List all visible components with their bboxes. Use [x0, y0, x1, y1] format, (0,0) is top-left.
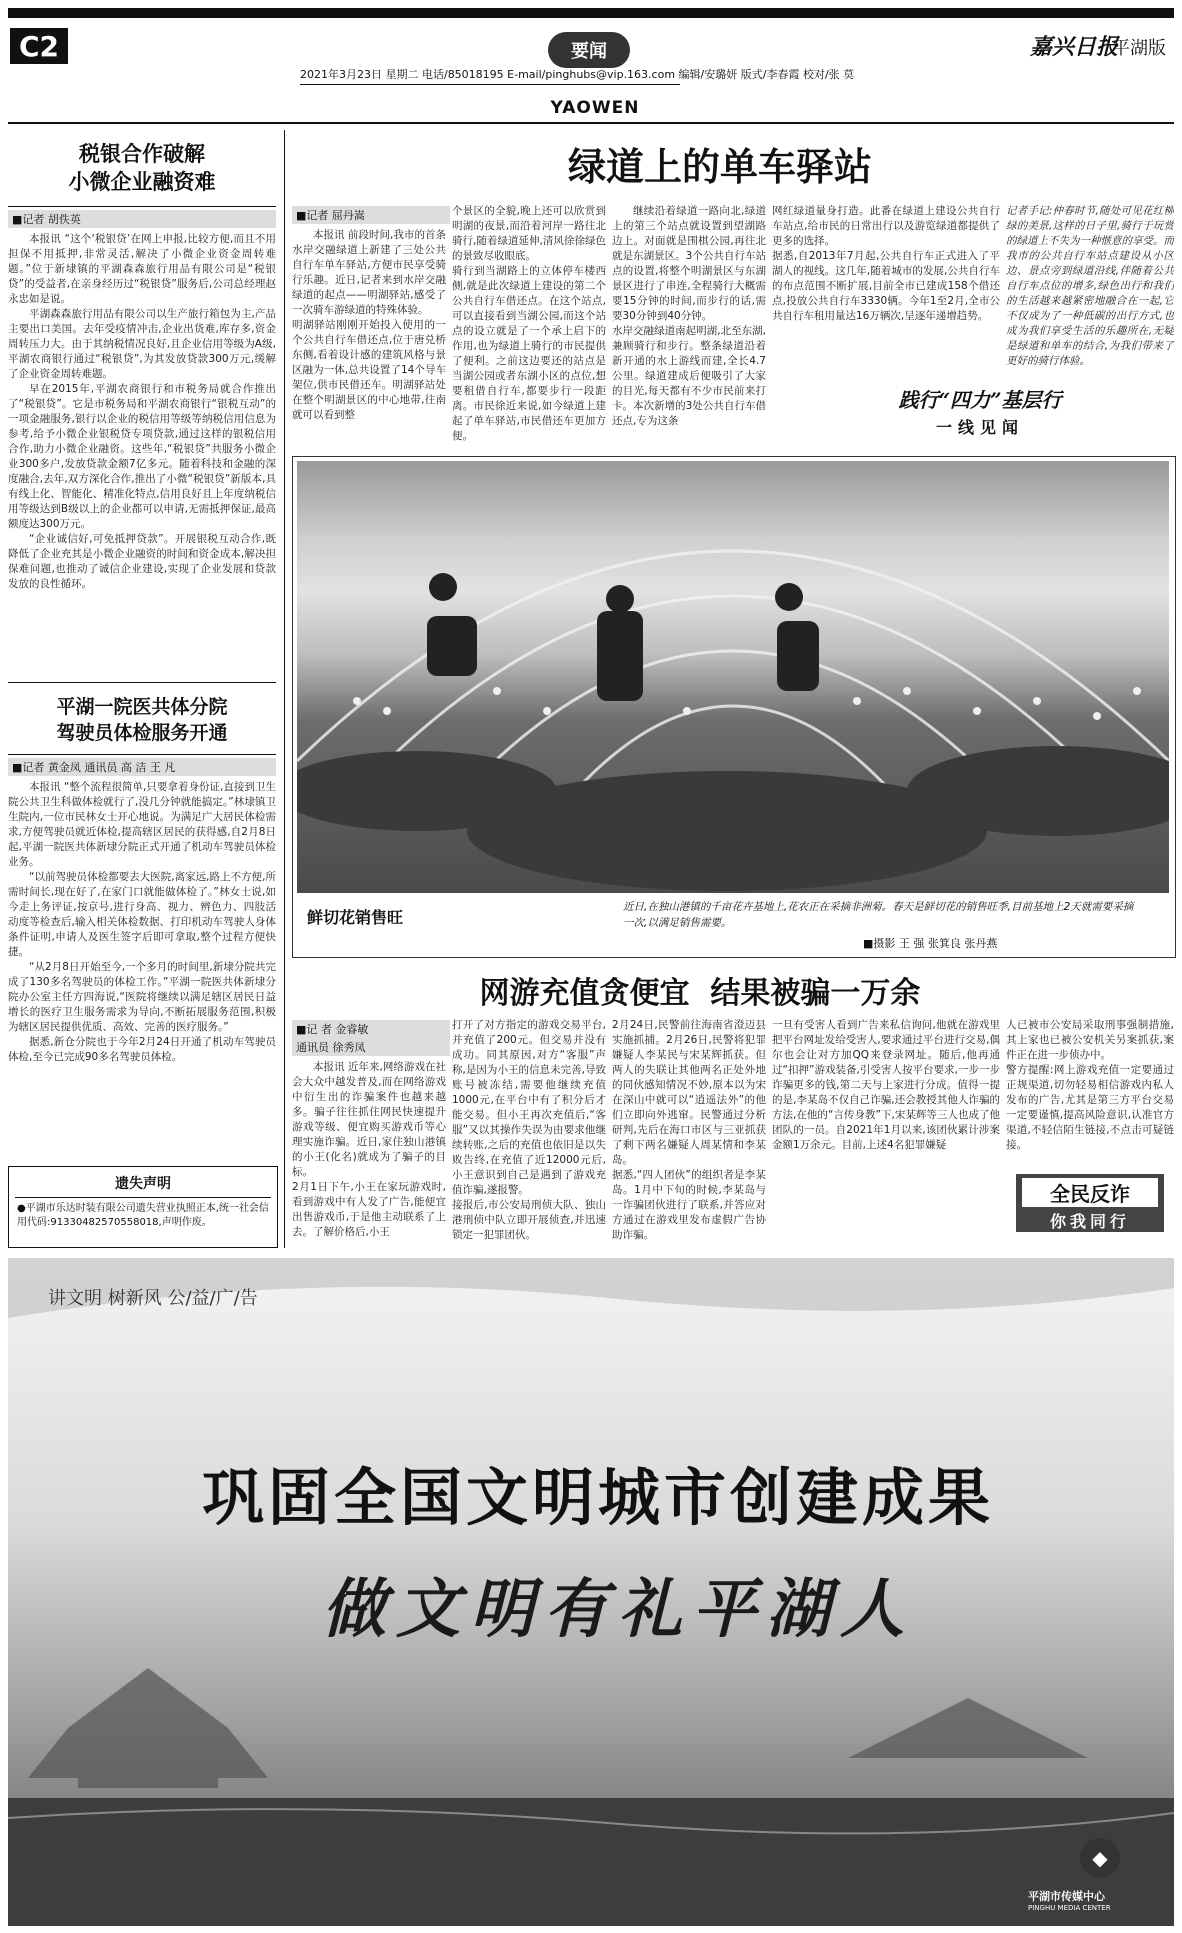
section-badge: 要闻 [548, 32, 630, 68]
ad-script-slogan: 做文明有礼平湖人 [322, 1572, 914, 1647]
article-left1-body: 本报讯 “这个‘税银贷’在网上申报,比较方便,而且不用担保不用抵押,非常灵活,解决了小微企业资金周转难题。”位于新埭镇的平湖森森旅行用品有限公司是“税银贷”的受益者,在亲身经历过“税银贷”服务后,公司总经理赵永忠如是说。 平湖森森旅行用品有限公司以生产旅行箱包为主,产品主要出口美国。去年受疫情冲击,企业出货难,库存多,资金周转压力大。由于其纳税情况良好,且企业信用等级为A级,平湖农商银行通过“税银贷”,为其发放贷款300万元,缓解了企业资金周转难题。 早在2015年,平湖农商银行和市税务局就合作推出了“税银贷”。它是市税务局和平湖农商银行“银税互动”的一项金融服务,银行以企业的税信用等级等纳税信用信息为参考,给予小微企业银税贷专项贷款,通过这样的银税信用合作,助力小微企业融资。这些年,“税银贷”共服务小微企业300多户,发放贷款金额7亿多元。随着科技和金融的深度融合,去年,双方深化合作,推出了小微“税银贷”新版本,具有线上化、智能化、精准化特点,信用良好且上年度纳税信用等级达到B级以上的企业都可以申请,无需抵押保证,最高额度达300万元。 “企业诚信好,可免抵押贷款”。开展银税互动合作,既降低了企业充其是小微企业融资的时间和资金成本,解决担保难问题,也推动了诚信企业建设,实现了企业发展和贷款发放的良性循环。 [8, 233, 276, 590]
article-left1-headline: 税银合作破解 小微企业融资难 [68, 142, 216, 194]
dateline: 2021年3月23日 星期二 电话/85018195 E-mail/pinghubs@vip.163.com 编辑/安璐妍 版式/李春霞 校对/张 莫 [300, 68, 855, 81]
lost-notice-text: ●平湖市乐达时装有限公司遗失营业执照正本,统一社会信用代码:91330482570558018,声明作废。 [17, 1203, 269, 1228]
greenhouse-illustration [297, 461, 1169, 893]
anti-fraud-badge: 全民反诈 你我同行 [1016, 1174, 1164, 1232]
photo-box [292, 456, 1176, 958]
divider [8, 682, 276, 683]
article-top-col4: 网红绿道量身打造。此番在绿道上建设公共自行车站点,给市民的日常出行以及游览绿道都提供了更多的选择。 据悉,自2013年7月起,公共自行车正式进入了平湖人的视线。这几年,随着城市的发展,公共自行车的布点范围不断扩展,目前全市已建成158个借还点,投放公共自行车3330辆。今年1至2月,全市公共自行车租用量达16万辆次,呈逐年递增趋势。 [772, 205, 1000, 322]
grassroots-badge: 践行“四力”基层行 一线见闻 [898, 388, 1062, 437]
edition-label: 平湖版 [1112, 38, 1166, 59]
article-top-col3: 继续沿着绿道一路向北,绿道上的第三个站点就设置到望湖路边上。对面就是围棋公园,再往北就是东湖景区。3个公共自行车站点的设置,将整个明湖景区与东湖景区进行了串连,全程骑行大概需要15分钟的时间,而步行的话,需要30分钟到40分钟。 水岸交融绿道南起明湖,北至东湖,兼顾骑行和步行。整条绿道沿着新开通的水上游线而建,全长4.7公里。绿道建成后便吸引了大家的目光,每天都有不少市民前来打卡。本次新增的3处公共自行车借还点,专为这条 [612, 205, 766, 427]
article-top-headline: 绿道上的单车驿站 [567, 145, 872, 189]
public-service-ad [8, 1258, 1174, 1926]
column-rule [284, 130, 285, 1248]
article-top-byline: ■记者 屈丹嵩 [292, 206, 450, 224]
media-center-logo-icon: ◆ [1080, 1838, 1120, 1878]
media-center-name: 平湖市传媒中心 PINGHU MEDIA CENTER [1028, 1890, 1111, 1912]
lost-notice [8, 1166, 278, 1248]
article-fraud-col1: 本报讯 近年来,网络游戏在社会大众中越发普及,而在网络游戏中衍生出的诈骗案件也越来越多。骗子往往抓住网民快速提升游戏等级、便宜购买游戏币等心理实施诈骗。近日,家住独山港镇的小王(化名)就成为了骗子的目标。 2月1日下午,小王在家玩游戏时,看到游戏中有人发了广告,能便宜出售游戏币,于是他主动联系了上去。了解价格后,小王 [292, 1061, 446, 1238]
photo-caption-title: 鲜切花销售旺 [307, 908, 404, 927]
article-fraud-byline-2: 通讯员 徐秀凤 [292, 1038, 450, 1056]
article-top-col2: 个景区的全貌,晚上还可以欣赏到明湖的夜景,而沿着河岸一路往北骑行,随着绿道延伸,清风徐徐绿色的景致尽收眼底。 骑行到当湖路上的立体停车楼西侧,就是此次绿道上建设的第二个公共自行车借还点。在这个站点,可以直接看到当湖公园,而这个站点的设立就是了一个承上启下的作用,也为绿道上骑行的市民提供了便利。之前这边要还的站点是当湖公园或者东湖小区的点位,想要租借自行车,都要步行一段距离。市民徐近来说,如今绿道上建起了单车驿站,市民借还车更加方便。 [452, 205, 606, 442]
article-fraud-col4: 一旦有受害人看到广告来私信询问,他就在游戏里把平台网址发给受害人,要求通过平台进行交易,偶尔也会让对方加QQ来登录网址。随后,他再通过“扣押”游戏装备,引受害人按平台要求,一步一步诈骗更多的钱,第二天与上家进行分成。值得一提的是,李某岛不仅自己诈骗,还会教授其他人诈骗的方法,在他的“言传身教”下,宋某辉等三人也成了他团队的一员。自2021年1月以来,该团伙累计涉案金额1万余元。目前,上述4名犯罪嫌疑 [772, 1019, 1000, 1151]
top-rule [8, 8, 1174, 18]
paper-name: 嘉兴日报 [1030, 34, 1119, 60]
article-top-col1: 本报讯 前段时间,我市的首条水岸交融绿道上新建了三处公共自行车单车驿站,方便市民享受骑行乐趣。近日,记者来到水岸交融绿道的起点——明湖驿站,感受了一次骑车游绿道的特殊体验。 明湖驿站刚刚开始投入使用的一个公共自行车借还点,位于唐兑桥东侧,看着设计感的建筑风格与景区融为一体,总共设置了14个导车架位,供市民借还车。明湖驿站处在整个明湖景区的中心地带,往南就可以看到整 [292, 229, 446, 421]
lost-notice-title: 遗失声明 [115, 1176, 171, 1192]
article-fraud-col2: 打开了对方指定的游戏交易平台,并充值了200元。但交易并没有成功。同其原因,对方“客服”声称,是因为小王的信息未完善,导致账号被冻结,需要他继续充值1000元,在平台中有了积分后才能交易。但小王再次充值后,“客服”又以其操作失误为由要求他继续转账,之后的充值也依旧是以失败告终,在充值了近12000元后,小王意识到自己是遇到了游戏充值诈骗,遂报警。 接报后,市公安局刑侦大队、独山港刑侦中队立即开展侦查,并迅速锁定一犯罪团伙。 [452, 1019, 606, 1241]
article-fraud-col3: 2月24日,民警前往海南省澄迈县实施抓捕。2月26日,民警将犯罪嫌疑人李某民与宋某辉抓获。但两人的失联让其他两名正处外地的同伙感知情况不妙,原本以为宋在深山中就可以“逍遥法外”的他们立即向外逃窜。民警通过分析研判,先后在海口市区与三亚抓获了剩下两名嫌疑人周某情和李某岛。 据悉,“四人团伙”的组织者是李某岛。1月中下旬的时候,李某岛与一诈骗团伙进行了联系,并答应对方通过在游戏里发布虚假广告协助诈骗。 [612, 1019, 766, 1241]
photo-credit: ■摄影 王 强 张箕良 张丹燕 [863, 937, 998, 950]
article-fraud-byline-1: ■记 者 金睿敏 [292, 1020, 450, 1038]
article-fraud-headline: 网游充值贪便宜 结果被骗一万余 [479, 976, 921, 1011]
section-english: YAOWEN [550, 98, 640, 118]
article-left1-byline: ■记者 胡佚英 [8, 210, 276, 228]
photo-caption-text: 近日,在独山港镇的千亩花卉基地上,花农正在采摘非洲菊。春天是鲜切花的销售旺季,目前基地上2天就需要采摘一次,以满足销售需要。 [623, 901, 1134, 929]
article-left2-byline: ■记者 黄金凤 通讯员 高 洁 王 凡 [8, 758, 276, 776]
flower-greenhouse-photo [297, 461, 1169, 893]
article-top-col5: 记者手记:仲春时节,随处可见花红柳绿的美景,这样的日子里,骑行于玩赏的绿道上不失为一种惬意的享受。而我市的公共自行车站点建设从小区边、景点旁到绿道沿线,伴随着公共自行车点位的增多,绿色出行和我们的生活越来越紧密地融合在一起,它不仅成为了一种低碳的出行方式,也成为我们享受生活的乐趣所在,无疑是绿道和单车的结合,为我们带来了更好的骑行体验。 [1006, 205, 1174, 367]
divider [8, 754, 276, 755]
divider [8, 206, 276, 207]
ad-slogan-small: 讲文明 树新风 公/益/广/告 [48, 1288, 258, 1309]
dateline-rule [300, 84, 680, 85]
ad-title: 巩固全国文明城市创建成果 [201, 1461, 994, 1534]
page-number: C2 [10, 28, 68, 64]
article-fraud-col5: 人已被市公安局采取刑事强制措施,其上家也已被公安机关另案抓获,案件正在进一步侦办中。 警方提醒:网上游戏充值一定要通过正规渠道,切勿轻易相信游戏内私人发布的广告,尤其是第三方平台交易一定要谨慎,提高风险意识,认准官方渠道,不轻信陌生链接,不点击可疑链接。 [1006, 1019, 1174, 1151]
masthead-bottom-rule [8, 122, 1174, 124]
article-left2-body: 本报讯 “整个流程很简单,只要拿着身份证,直接到卫生院公共卫生科做体检就行了,没几分钟就能搞定。”林埭镇卫生院内,一位市民林女士开心地说。为满足广大居民体检需求,方便驾驶员就近体检,提高辖区居民的获得感,自2月8日起,平湖一院医共体新埭分院正式开通了机动车驾驶员体检业务。 “以前驾驶员体检都要去大医院,离家远,路上不方便,所需时间长,现在好了,在家门口就能做体检了。”林女士说,如今走上务评证,按京号,进行身高、视力、辨色力、四肢活动度等检查后,输入相关体检数据、打印机动车驾驶人身体条件证明,申请人及医生签字后即可拿取,整个过程方便快捷。 “从2月8日开始至今,一个多月的时间里,新埭分院共完成了130多名驾驶员的体检工作。”平湖一院医共体新埭分院办公室主任方四海说,“医院将继续以满足辖区居民日益增长的医疗卫生服务需求为导向,不断拓展服务范围,积极为辖区居民提供优质、高效、完善的医疗服务。” 据悉,新仓分院也于今年2月24日开通了机动车驾驶员体检,至今已完成90多名驾驶员体检。 [8, 781, 276, 1063]
article-left2-headline: 平湖一院医共体分院 驾驶员体检服务开通 [56, 696, 228, 744]
